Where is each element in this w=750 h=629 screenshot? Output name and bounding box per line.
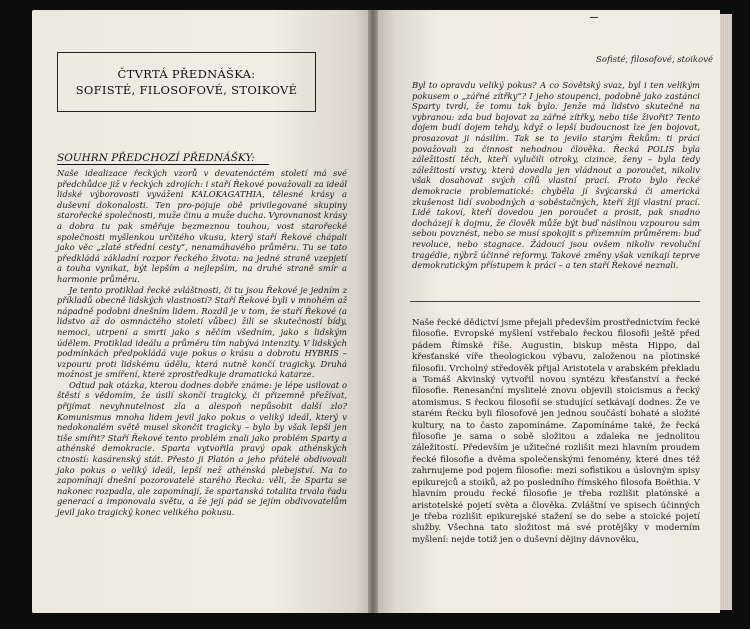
right-body-text bbox=[412, 318, 700, 546]
section-divider bbox=[410, 301, 700, 302]
book-gutter bbox=[368, 10, 378, 613]
lecture-subtitle: SOFISTÉ, FILOSOFOVÉ, STOIKOVÉ bbox=[75, 83, 298, 97]
page-edges bbox=[720, 14, 732, 610]
recap-paragraph-3: Odtud pak otázka, kterou dodnes dobře známe: je lépe usilovat o štěstí s vědomím, že úsilí skončí tragicky, či přizemně přežívat, přijímat nevyhnutelnost zla a alespoň nepůsobit další zlo? Komunismus mnoha lidem jevil jako pokus o veliký ideál, který v nedokonalém světě musel skončit tragicky – bylo by však lepší jen tiše smířit? Staří Řekové tento problém znali jako problém Sparty a athénské demokracie. Sparta vytvořila pravý opak athénských ctností: kasárenský stát. Přesto ji Platón a jeho přátelé obdivovali jako pokus o veliký ideál, lepší než athénská plebejství. Na to zapomínají dnešní pozorovatelé starého Řecka: věli, že Sparta se nakonec rozpadla, ale zapomínají, že spartanská totalita trvala řadu generací a imponovala světu, a že její pád se jejím obdivovatelům jevil jako tragický konec velikého pokusu. bbox=[57, 379, 347, 517]
running-head: Sofisté, filosofové, stoikové bbox=[596, 55, 714, 65]
right-italic-text bbox=[412, 80, 700, 271]
lecture-header-box bbox=[57, 52, 316, 112]
recap-paragraph-1: Naše idealizace řeckých vzorů v devatenáctém století má své předchůdce již v řeckých zdrojích: i staří Řekové považovali za ideál lidské výborovosti vyváženi KALOKAGATHIA, tělesné krásy a duševní dokonalosti. Ten pro-pojuje obě privilegované skupiny starořecké společnosti, muže činu a muže ducha. Vyrovnanost krásy a dobra tu pak směřuje bezmeznou touhou, vost starořecké společnosti myšlenkou určitého vkusu, který staří Řekové chápali jako věc „zlaté střední cesty“, nenamáhavého průměru. Tu se tato předkládá základní rozpor řeckého života: na jedné straně vzepjetí a touha vynikat, být lepším a nejlepším, na druhé straně smír a harmonie průměru. bbox=[57, 168, 348, 284]
left-body-text bbox=[57, 168, 347, 518]
recap-title: SOUHRN PŘEDCHOZÍ PŘEDNÁŠKY: bbox=[57, 152, 269, 165]
page-mark bbox=[590, 17, 598, 18]
right-italic-paragraph: Byl to opravdu veliký pokus? A co Sovětský svaz, byl i ten velikým pokusem o „zářné zítřky“? I jeho stoupenci, podobně jako zastánci Sparty tvrdí, že tomu tak bylo. Jenže má lidstvo skutečně na vybranou: zda bud bojovat za zářné zítřky, nebo tiše živořit? Tento dojem budí dojem tehdy, když o lepší budoucnost lze jen bojovat, prosazovat ji násilím. Tak se to jevilo starým Řekům: ti práci považovali za činnost nehodnou člověka. Řecká POLIS byla záležitostí těch, kteří vylučili otroky, cizince, ženy – byla tedy záležitostí vrstvy, která dovedla jen vládnout a poroučet, nikoliv však dosahovat svých cílů vlastní prací. Proto bylo řecké demokracie problematické: chyběla jí švýcarská či americká zkušenost lidí svobodných a soběstačných, kteří žijí vlastní prací. Lidé takoví, kteří dovedou jen poroučet a prosit, pak snadno docházejí k dojmu, že člověk může být buď násilnou vzpourou sám sebou povznést, nebo se musí spokojit s přízemním průměrem: buď revoluce, nebo stagnace. Žádoucí jsou ovšem nikoliv revoluční tragédie, nýbrž účinné reformy. Takové změny však vznikají teprve demokratickým přístupem k práci – a ten staří Řekové neznali. bbox=[412, 80, 700, 271]
lecture-heading: ČTVRTÁ PŘEDNÁŠKA: bbox=[117, 67, 256, 81]
right-body-paragraph: Naše řecké dědictví jsme přejali především prostřednictvím řecké filosofie. Evropské myšlení vstřebalo řeckou filosofii ještě před pádem Římské říše. Augustin, biskup města Hippo, dal křesťanské víře theologickou výbavu, založenou na plotinské filosofii. Vrcholný středověk přijal Aristotela v arabském překladu a Tomáš Akvinský vytvořil novou syntézu křesťanství a řecké filosofie. Renesanční myslitelé znovu objevili stoicismus a řecký atomismus. S řeckou filosofií se studující setkávají dodnes. Že ve starém Řecku byli filosofové jen jednou součástí bohaté a složité kultury, na to často zapomínáme. Zapomínáme také, že řecká filosofie je sama o sobě složitou a zdaleka ne jednolitou záležitostí. Především je užitečné rozlišit mezi hlavním proudem řecké filosofie a dvěma společenskými fenomény, které dnes též zahrnujeme pod pojem filosofie: mezi sofistikou a úslovným spisy epikurejců a stoiků, až po posledního římského filosofa Boëthia. V hlavním proudu řecké filosofie je třeba rozlišit platónské a aristotelské pojetí světa a člověka. Zvláštní ve spisech účinných je třeba rozlišit epikurejské stažení se do sebe a stoické pojetí služby. Všechna tato složitost má své protějšky v moderním myšlení: nejde totiž jen o duševní dějiny dávnověku, bbox=[412, 318, 700, 545]
recap-paragraph-2: Je tento protiklad řecké zvláštnosti, či tu jsou Řekové je jedním z příkladů obecně lidských vlastností? Staří Řekové byli v mnohém až nápadně podobni dnešním lidem. Rozdíl je v tom, že staří Řekové (a lidstvo až do osmnáctého století vůbec) žili se skutečností bídy, nemoci, utrpení a smrti jako s něčím všedním, jako s lidským údělem. Protiklad ideálu a průměru tím nabývá intenzity. V lidských podmínkách předpokládá vuje pokus o krásu a dobrotu HYBRIS – vzpouru proti lidskému údělu, která nutně končí tragicky. Druhá možnost je smíření, které zprostředkuje dramatická katarze. bbox=[57, 284, 347, 380]
